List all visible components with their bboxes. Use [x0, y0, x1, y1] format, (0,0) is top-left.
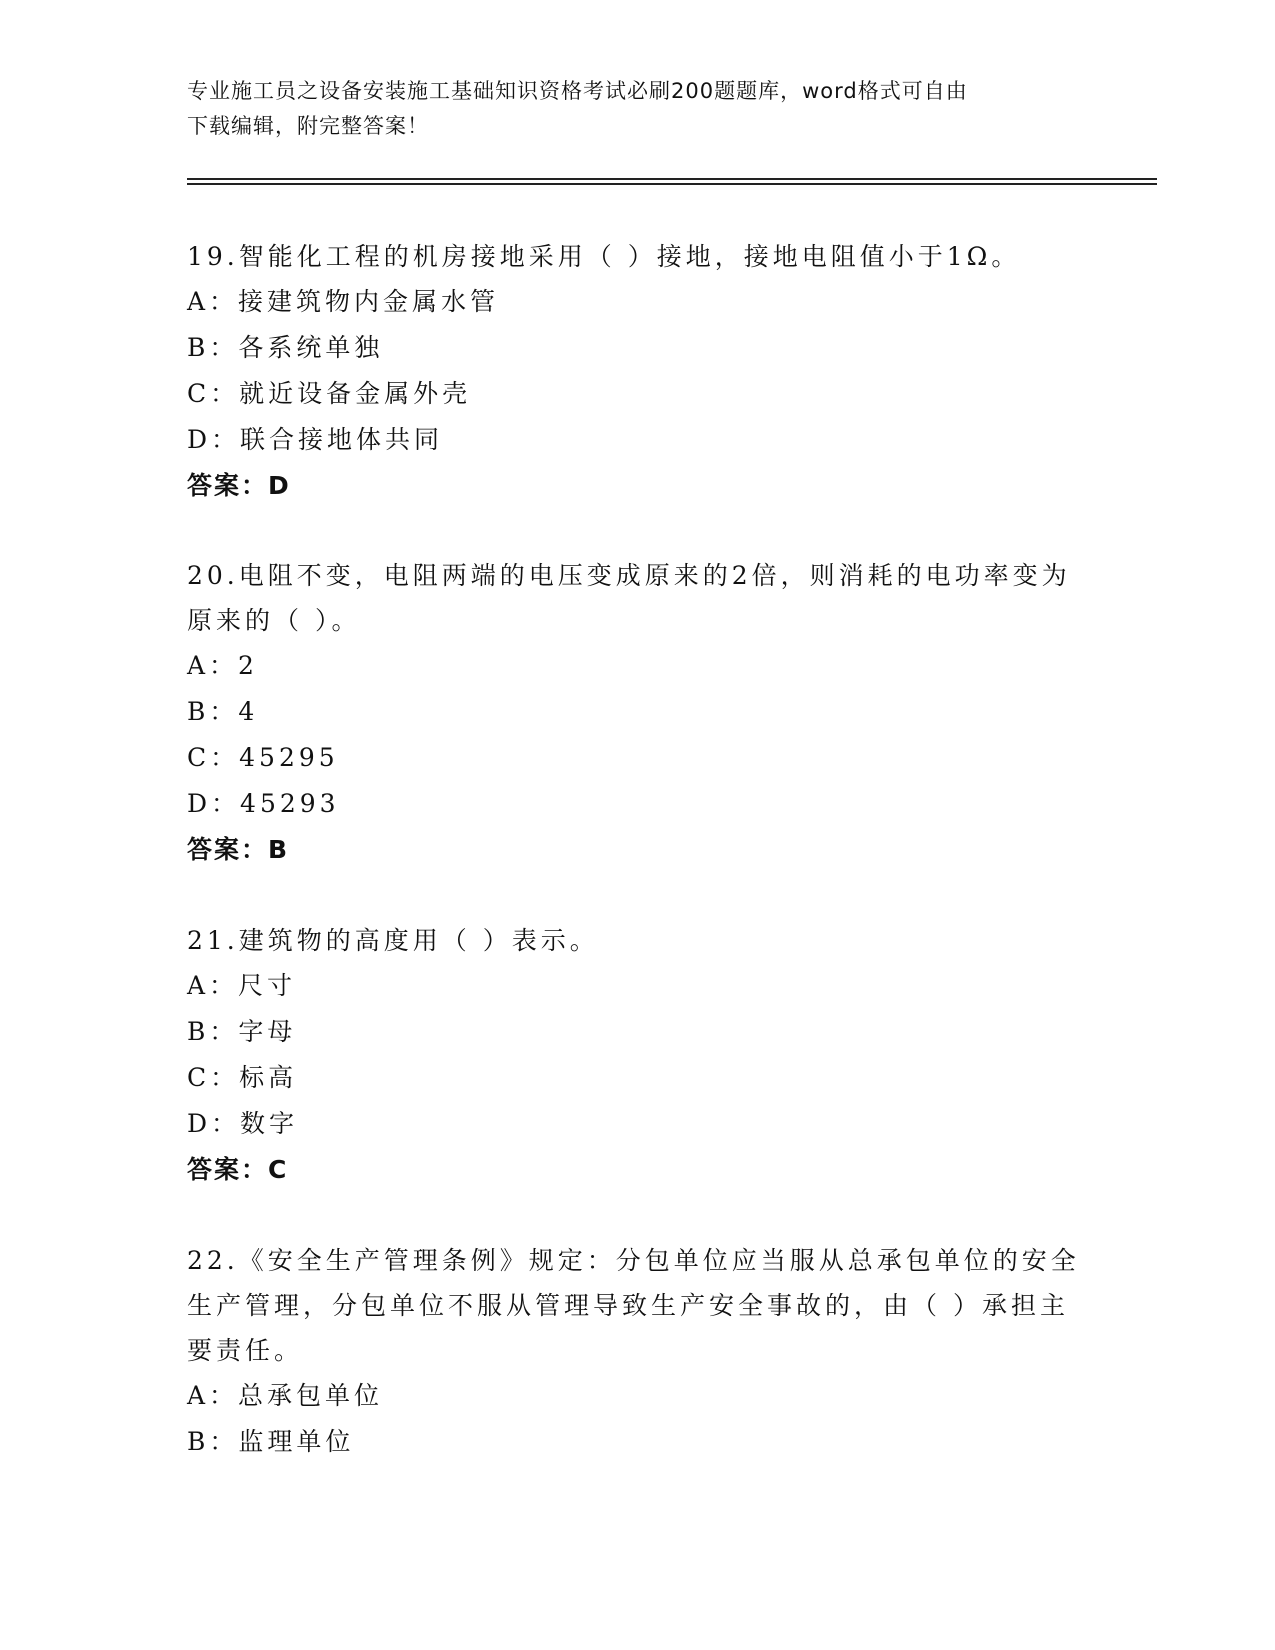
- option-d: D：联合接地体共同: [187, 425, 444, 454]
- header-rule-top: [187, 178, 1157, 180]
- option-b: B：各系统单独: [187, 333, 384, 362]
- option-d: D：数字: [187, 1109, 299, 1138]
- question-stem: 21.建筑物的高度用（ ）表示。: [187, 926, 599, 955]
- option-b: B：监理单位: [187, 1427, 355, 1456]
- option-d: D：45293: [187, 789, 340, 818]
- question-stem-line-2: 生产管理，分包单位不服从管理导致生产安全事故的，由（ ）承担主: [187, 1291, 1069, 1320]
- option-a: A：尺寸: [187, 971, 297, 1000]
- answer: 答案：B: [187, 835, 290, 864]
- question-stem-line-3: 要责任。: [187, 1336, 304, 1365]
- header-rule-bottom: [187, 183, 1157, 185]
- question-stem-line-1: 22.《安全生产管理条例》规定：分包单位应当服从总承包单位的安全: [187, 1246, 1080, 1275]
- answer: 答案：C: [187, 1155, 289, 1184]
- question-stem-line-1: 20.电阻不变，电阻两端的电压变成原来的2倍，则消耗的电功率变为: [187, 561, 1071, 590]
- option-a: A：总承包单位: [187, 1381, 384, 1410]
- option-c: C：标高: [187, 1063, 298, 1092]
- option-a: A：接建筑物内金属水管: [187, 287, 500, 316]
- option-c: C：45295: [187, 743, 339, 772]
- question-stem-line-2: 原来的（ ）。: [187, 606, 361, 635]
- option-c: C：就近设备金属外壳: [187, 379, 472, 408]
- question-22: [187, 1238, 1087, 1465]
- header-line-1: 专业施工员之设备安装施工基础知识资格考试必刷200题题库，word格式可自由: [187, 79, 968, 103]
- document-header: [187, 74, 1087, 144]
- question-21: [187, 918, 1087, 1193]
- question-19: [187, 234, 1087, 509]
- option-b: B：字母: [187, 1017, 297, 1046]
- header-line-2: 下载编辑，附完整答案！: [187, 114, 429, 138]
- question-stem: 19.智能化工程的机房接地采用（ ）接地，接地电阻值小于1Ω。: [187, 242, 1021, 271]
- option-a: A：2: [187, 651, 258, 680]
- question-20: [187, 553, 1087, 873]
- answer: 答案：D: [187, 471, 291, 500]
- option-b: B：4: [187, 697, 259, 726]
